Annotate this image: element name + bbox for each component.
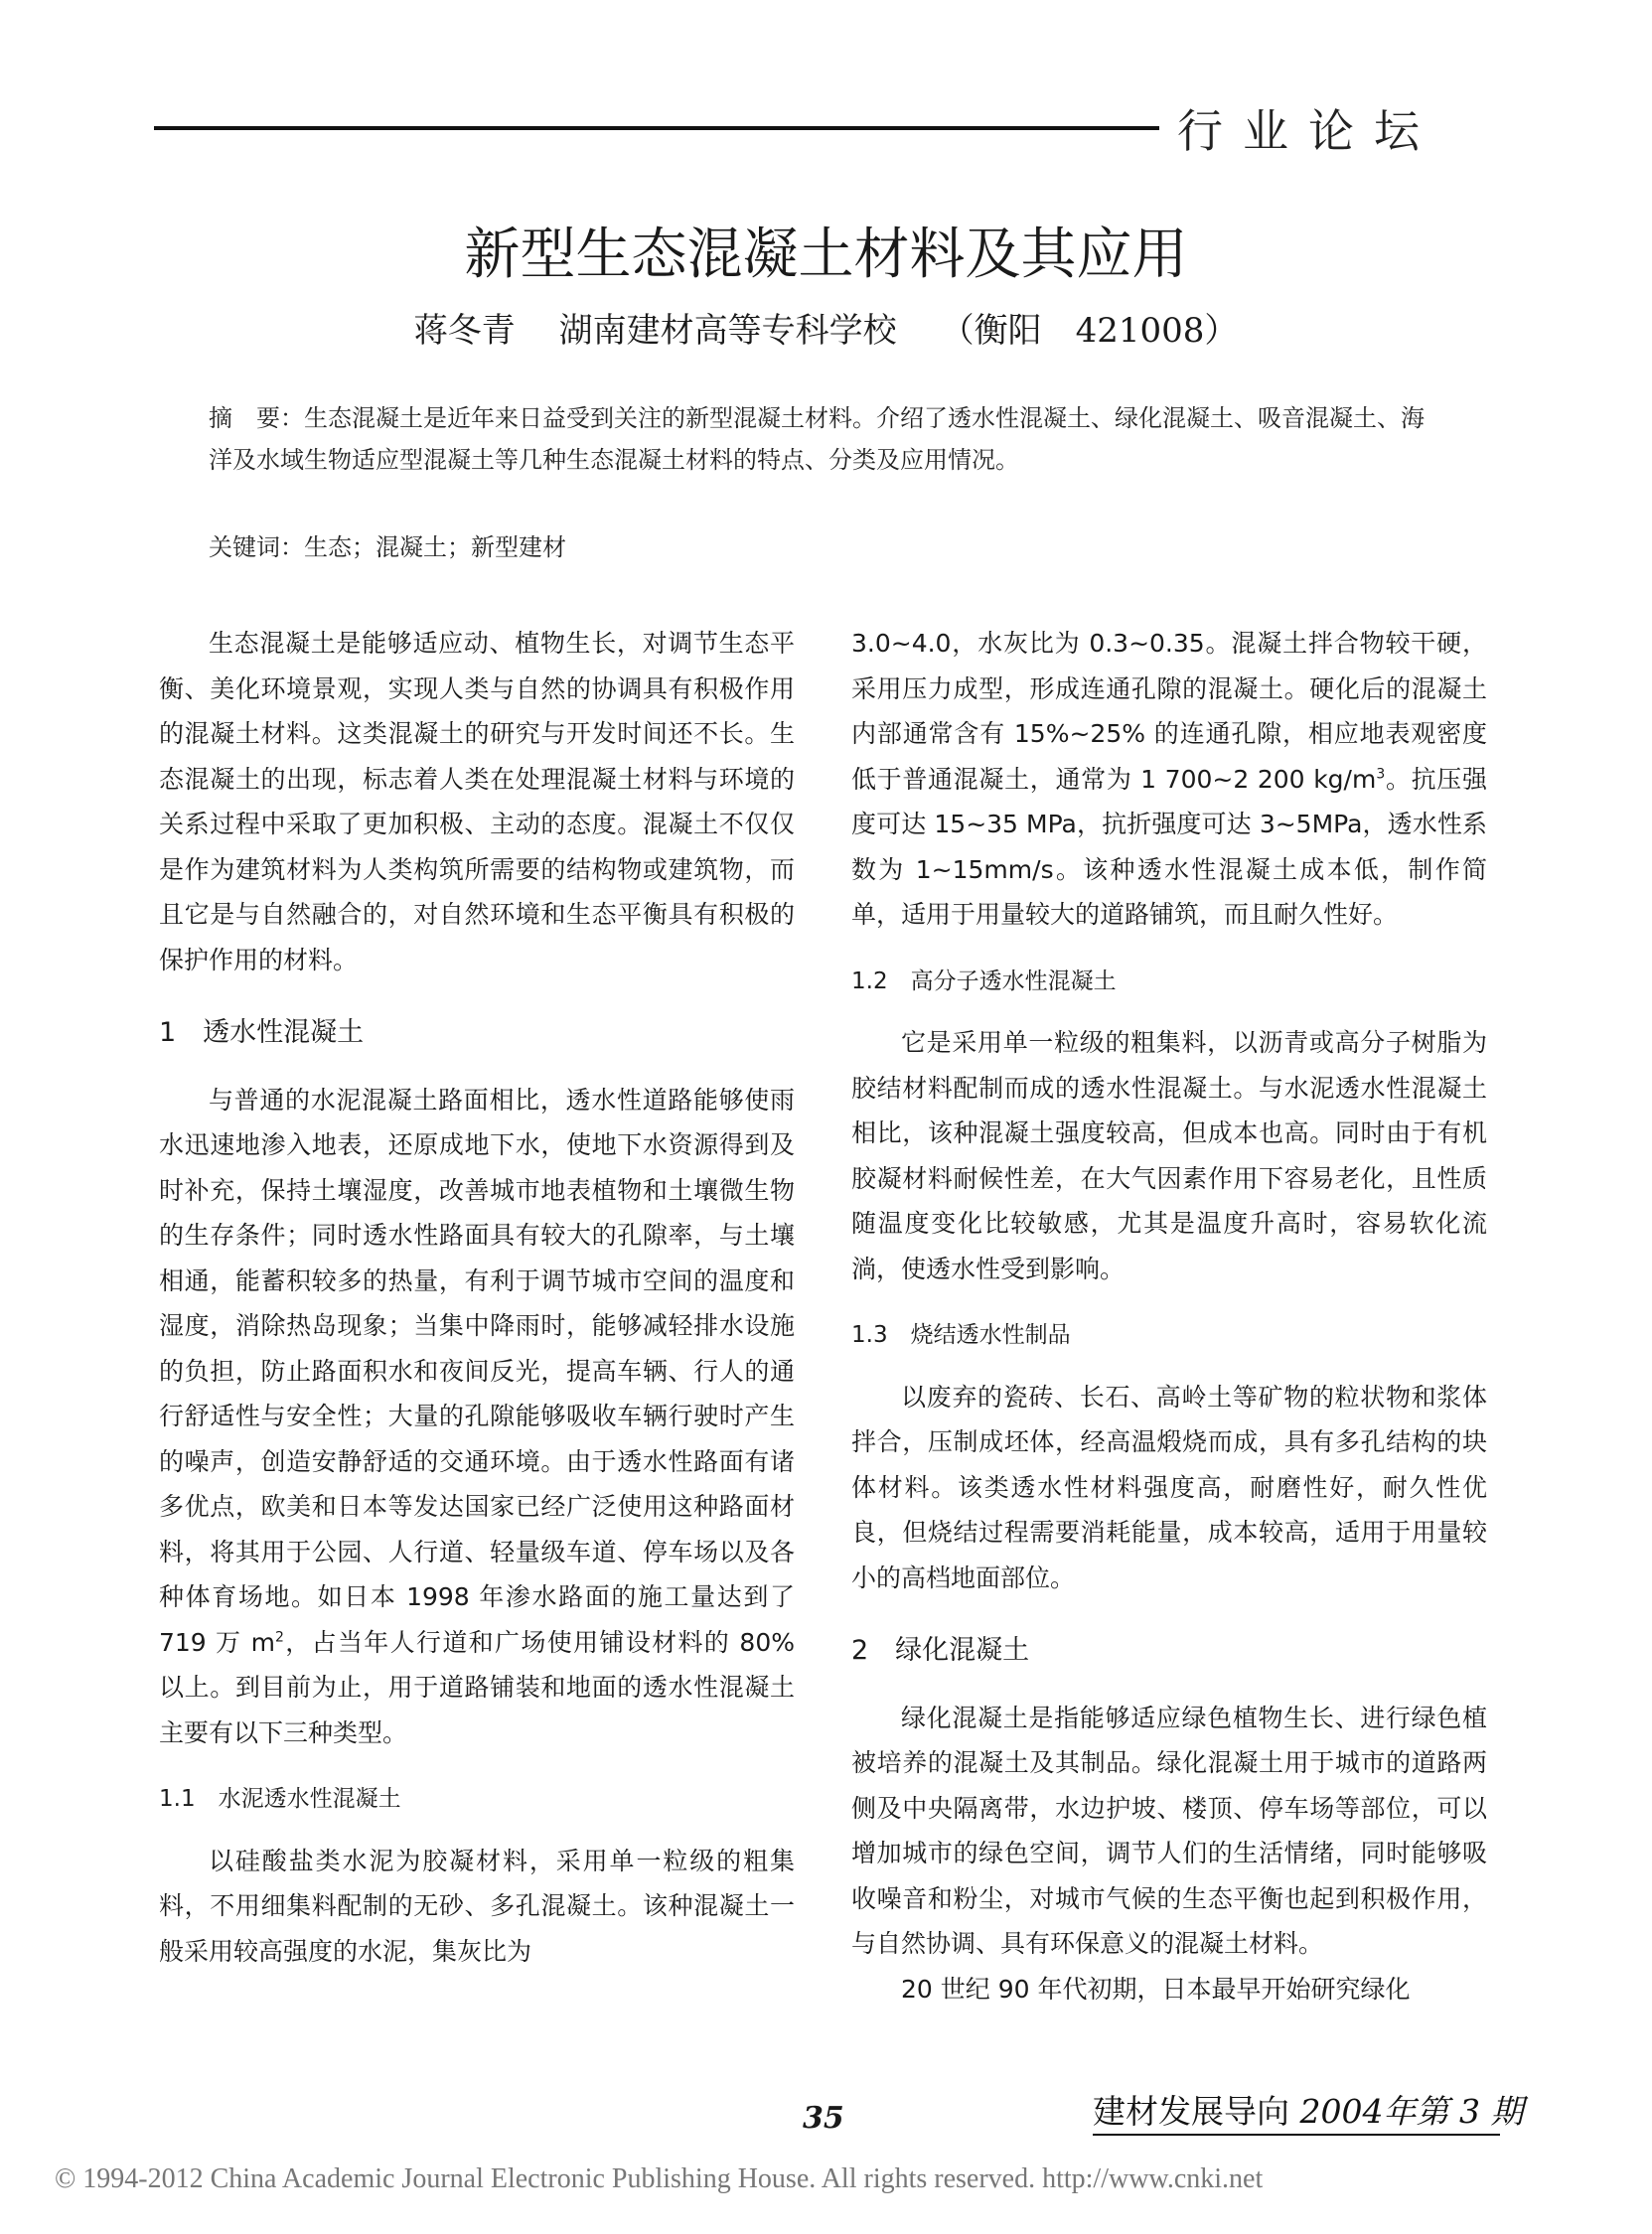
paragraph-1-2: 它是采用单一粒级的粗集料，以沥青或高分子树脂为胶结材料配制而成的透水性混凝土。与水泥透水性混凝土相比，该种混凝土强度较高，但成本也高。同时由于有机胶凝材料耐候性差，在大气因素作用下容易老化，且性质随温度变化比较敏感，尤其是温度升高时，容易软化流淌，使透水性受到影响。 — [851, 1028, 1487, 1283]
right-column — [851, 621, 1487, 2011]
subsection-heading-1-1: 1.1 水泥透水性混凝土 — [159, 1786, 401, 1812]
paragraph-1-3: 以废弃的瓷砖、长石、高岭土等矿物的粒状物和浆体拌合，压制成坯体，经高温煅烧而成，具有多孔结构的块体材料。该类透水性材料强度高，耐磨性好，耐久性优良，但烧结过程需要消耗能量，成本较高，适用于用量较小的高档地面部位。 — [851, 1382, 1487, 1592]
journal-rule — [1093, 2134, 1500, 2136]
paragraph-2b: 20 世纪 90 年代初期，日本最早开始研究绿化 — [901, 1974, 1411, 2004]
author: 蒋冬青 — [413, 311, 516, 351]
journal-name: 建材发展导向 — [1093, 2092, 1289, 2131]
paragraph-1-1: 以硅酸盐类水泥为胶凝材料，采用单一粒级的粗集料，不用细集料配制的无砂、多孔混凝土。该种混凝土一般采用较高强度的水泥，集灰比为 — [159, 1846, 795, 1966]
superscript: 2 — [275, 1629, 284, 1646]
paragraph-1-1-cont-a: 3.0~4.0，水灰比为 0.3~0.35。混凝土拌合物较干硬，采用压力成型，形成连通孔隙的混凝土。硬化后的混凝土内部通常含有 15%~25% 的连通孔隙，相应地表观密度低于普通混凝土，通常为 1 700~2 200 kg/m — [851, 629, 1487, 794]
abstract: 摘 要：生态混凝土是近年来日益受到关注的新型混凝土材料。介绍了透水性混凝土、绿化混凝土、吸音混凝土、海洋及水域生物适应型混凝土等几种生态混凝土材料的特点、分类及应用情况。 — [209, 404, 1425, 474]
paragraph-1-part-a: 与普通的水泥混凝土路面相比，透水性道路能够使雨水迅速地渗入地表，还原成地下水，使地下水资源得到及时补充，保持土壤湿度，改善城市地表植物和土壤微生物的生存条件；同时透水性路面具有较大的孔隙率，与土壤相通，能蓄积较多的热量，有利于调节城市空间的温度和湿度，消除热岛现象；当集中降雨时，能够减轻排水设施的负担，防止路面积水和夜间反光，提高车辆、行人的通行舒适性与安全性；大量的孔隙能够吸收车辆行驶时产生的噪声，创造安静舒适的交通环境。由于透水性路面有诸多优点，欧美和日本等发达国家已经广泛使用这种路面材料，将其用于公园、人行道、轻量级车道、停车场以及各种体育场地。如日本 1998 年渗水路面的施工量达到了 719 万 m — [159, 1085, 795, 1657]
paragraph-1-1-continued — [851, 621, 1487, 938]
left-column — [159, 621, 795, 1974]
superscript: 3 — [1376, 766, 1386, 783]
paragraph-1-1-cont-b: 。抗压强度可达 15~35 MPa，抗折强度可达 3~5MPa，透水性系数为 1~15mm/s。该种透水性混凝土成本低，制作简单，适用于用量较大的道路铺筑，而且耐久性好。 — [851, 764, 1487, 929]
affiliation: 湖南建材高等专科学校 — [558, 311, 897, 351]
page-number: 35 — [803, 2101, 844, 2136]
subsection-heading-1-3: 1.3 烧结透水性制品 — [851, 1322, 1071, 1348]
paragraph-2: 绿化混凝土是指能够适应绿色植物生长、进行绿色植被培养的混凝土及其制品。绿化混凝土用于城市的道路两侧及中央隔离带，水边护坡、楼顶、停车场等部位，可以增加城市的绿色空间，调节人们的生活情绪，同时能够吸收噪音和粉尘，对城市气候的生态平衡也起到积极作用，与自然协调、具有环保意义的混凝土材料。 — [851, 1703, 1487, 1958]
intro-paragraph: 生态混凝土是能够适应动、植物生长，对调节生态平衡、美化环境景观，实现人类与自然的协调具有积极作用的混凝土材料。这类混凝土的研究与开发时间还不长。生态混凝土的出现，标志着人类在处理混凝土材料与环境的关系过程中采取了更加积极、主动的态度。混凝土不仅仅是作为建筑材料为人类构筑所需要的结构物或建筑物，而且它是与自然融合的，对自然环境和生态平衡具有积极的保护作用的材料。 — [159, 629, 795, 974]
paragraph-1-part-b: ，占当年人行道和广场使用铺设材料的 80% 以上。到目前为止，用于道路铺装和地面的透水性混凝土主要有以下三种类型。 — [159, 1627, 795, 1747]
copyright-notice: © 1994-2012 China Academic Journal Electronic Publishing House. All rights reserved. http://www.cnki.net — [55, 2163, 1264, 2194]
paragraph-1 — [159, 1078, 795, 1756]
journal-issue: 2004年第 3 期 — [1299, 2092, 1524, 2131]
article-title: 新型生态混凝土材料及其应用 — [464, 223, 1188, 287]
header-rule — [154, 126, 1159, 130]
section-tag: 行业论坛 — [1177, 104, 1439, 158]
subsection-heading-1-2: 1.2 高分子透水性混凝土 — [851, 968, 1117, 994]
journal-info — [1093, 2086, 1523, 2133]
location: （衡阳 421008） — [940, 311, 1239, 351]
keywords: 关键词：生态；混凝土；新型建材 — [209, 533, 566, 561]
section-heading-2: 2 绿化混凝土 — [851, 1635, 1030, 1666]
byline — [0, 303, 1652, 352]
section-heading-1: 1 透水性混凝土 — [159, 1017, 365, 1048]
